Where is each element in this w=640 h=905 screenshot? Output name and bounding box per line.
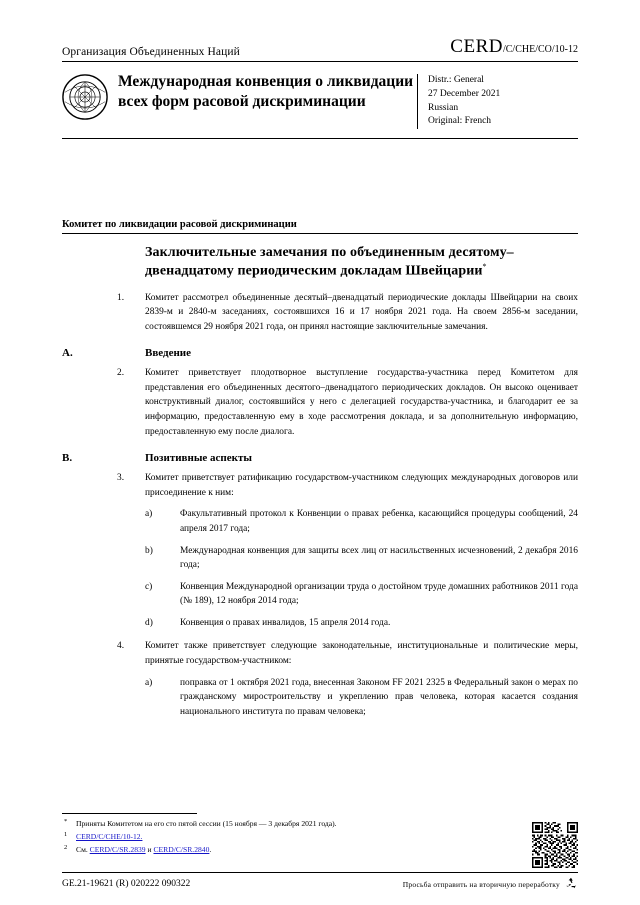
- distr-line-1: Distr.: General: [428, 75, 484, 85]
- list-item-text: Факультативный протокол к Конвенции о правах ребенка, касающийся процедуры сообщений, 24 апреля 2017 года;: [180, 509, 578, 534]
- list-item-text: Международная конвенция для защиты всех лиц от насильственных исчезновений, 2 декабря 2016 года;: [180, 545, 578, 571]
- footnote-link-1[interactable]: CERD/C/SR.2839: [89, 845, 146, 855]
- footnote-marker: 2: [64, 844, 68, 852]
- footnote-conjunction: и: [145, 845, 154, 855]
- list-item: [62, 676, 578, 720]
- list-item-letter: a): [145, 677, 153, 688]
- footnote-separator: [62, 813, 197, 814]
- paragraph-3: [62, 471, 578, 500]
- page-title-text: Заключительные замечания по объединенным десятому–двенадцатому периодическим докладам Швейцарии: [145, 245, 514, 280]
- footnote-suffix: .: [209, 845, 212, 855]
- footnotes: [62, 818, 502, 857]
- paragraph-1-number: 1.: [117, 292, 125, 303]
- footnote-link-2[interactable]: CERD/C/SR.2840: [153, 845, 210, 855]
- list-item: [62, 507, 578, 536]
- section-a-letter: A.: [62, 347, 73, 360]
- page-footer: [62, 876, 578, 892]
- list-item-text: поправка от 1 октября 2021 года, внесенная Законом FF 2021 2325 в Федеральный закон о мерах по гражданскому миростроительству и укреплению прав человека, которая касается создания национального института по правам человека;: [180, 677, 578, 717]
- list-paragraph-3: [62, 507, 578, 630]
- recycle-text: Просьба отправить на вторичную переработку: [402, 879, 560, 889]
- recycle-icon: [564, 876, 578, 892]
- list-item-letter: b): [145, 545, 153, 556]
- paragraph-3-number: 3.: [117, 473, 125, 484]
- document-symbol: [450, 36, 578, 58]
- footnote-marker: *: [64, 818, 68, 825]
- paragraph-2: [62, 366, 578, 439]
- footnote-star: [62, 818, 502, 830]
- document-body: [62, 244, 578, 719]
- footer-rule: [62, 872, 578, 873]
- paragraph-3-text: Комитет приветствует ратификацию государством-участником следующих международных договоров или присоединение к ним:: [145, 473, 578, 498]
- list-item: [62, 616, 578, 631]
- list-item-letter: d): [145, 617, 153, 628]
- list-item-text: Конвенция Международной организации труда о достойном труде домашних работников 2011 года (№ 189), 12 ноября 2014 года;: [180, 581, 578, 607]
- paragraph-4: [62, 639, 578, 668]
- footnote-1: [62, 831, 502, 843]
- committee-rule: [62, 233, 578, 234]
- footnote-link[interactable]: CERD/C/CHE/10-12.: [76, 832, 143, 842]
- header-bottom-rule: [62, 138, 578, 139]
- committee-name: Комитет по ликвидации расовой дискриминации: [62, 219, 297, 230]
- footnote-prefix: См.: [76, 845, 90, 855]
- footnote-text: Приняты Комитетом на его сто пятой сессии (15 ноября — 3 декабря 2021 года).: [76, 819, 337, 828]
- paragraph-1-text: Комитет рассмотрел объединенные десятый–двенадцатый периодические доклады Швейцарии на своих 2839-м и 2840-м заседаниях, состоявшихся 16 и 17 ноября 2021 года. На своем 2856-м заседании, состоявшемся 29 ноября 2021 года, он принял настоящие заключительные замечания.: [145, 292, 578, 332]
- footnote-2: [62, 844, 502, 856]
- section-b-heading: [62, 452, 578, 464]
- convention-title: Международная конвенция о ликвидации всех форм расовой дискриминации: [118, 73, 414, 110]
- header-top-row: [62, 36, 578, 61]
- header-body: [62, 62, 578, 129]
- page-title-note-marker: *: [482, 262, 487, 272]
- paragraph-1: [62, 291, 578, 335]
- document-header: [62, 36, 578, 139]
- footnote-marker: 1: [64, 831, 68, 839]
- distr-line-3: Russian: [428, 102, 459, 113]
- list-item-letter: c): [145, 581, 153, 592]
- paragraph-4-number: 4.: [117, 641, 125, 652]
- document-code: GE.21-19621 (R) 020222 090322: [62, 879, 191, 889]
- page-title: [62, 244, 578, 282]
- document-symbol-suffix: /C/CHE/CO/10-12: [502, 44, 578, 55]
- list-paragraph-4: [62, 676, 578, 720]
- paragraph-4-text: Комитет также приветствует следующие законодательные, институциональные и политические меры, принятые государством-участником:: [145, 641, 578, 666]
- section-b-letter: B.: [62, 452, 73, 465]
- qr-code-icon: [532, 822, 578, 868]
- list-item-text: Конвенция о правах инвалидов, 15 апреля 2014 года.: [180, 617, 391, 628]
- recycle-note: [403, 876, 578, 892]
- distribution-block: [417, 74, 578, 129]
- section-a-title: Введение: [145, 347, 192, 360]
- paragraph-2-text: Комитет приветствует плодотворное выступление государства-участника перед Комитетом для представления его объединенных десятого–двенадцатого периодических докладов. Он высоко оценивает конструктивный диалог, состоявшийся у него с делегацией государства-участника, и благодарит ее за информацию, предоставленную ему в ходе рассмотрения доклада, и за дополнительную информацию, предоставленную ему после диалога.: [145, 368, 578, 437]
- section-b-title: Позитивные аспекты: [145, 452, 252, 465]
- distr-line-4: Original: French: [428, 116, 492, 127]
- organization-name: Организация Объединенных Наций: [62, 46, 240, 58]
- list-item-letter: a): [145, 509, 153, 520]
- list-item: [62, 580, 578, 609]
- section-a-heading: [62, 347, 578, 359]
- paragraph-2-number: 2.: [117, 368, 125, 379]
- document-symbol-main: CERD: [450, 36, 503, 57]
- list-item: [62, 544, 578, 573]
- un-emblem-icon: [62, 74, 108, 120]
- distr-line-2: 27 December 2021: [428, 88, 501, 99]
